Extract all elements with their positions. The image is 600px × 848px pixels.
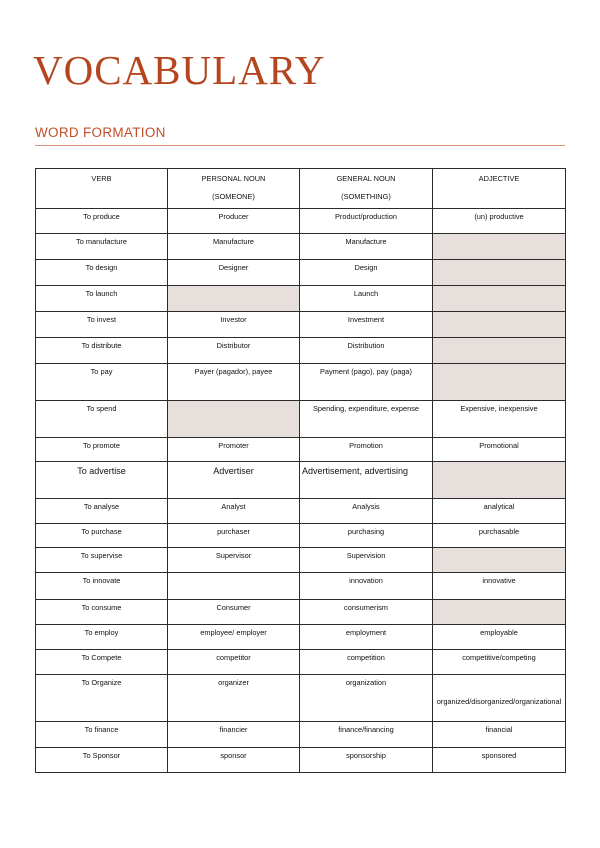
verb-cell: To manufacture [36, 234, 168, 260]
personal-noun-cell: Distributor [168, 338, 300, 364]
personal-noun-cell: organizer [168, 675, 300, 722]
personal-noun-cell: sponsor [168, 748, 300, 773]
table-row [36, 625, 566, 650]
table-row [36, 312, 566, 338]
general-noun-cell: Advertisement, advertising [300, 462, 433, 499]
verb-cell: To Organize [36, 675, 168, 722]
general-noun-cell: purchasing [300, 524, 433, 548]
verb-cell: To promote [36, 438, 168, 462]
table-row [36, 338, 566, 364]
header-personal-noun: PERSONAL NOUN (SOMEONE) [168, 169, 300, 209]
general-noun-cell: Product/production [300, 209, 433, 234]
personal-noun-cell: Investor [168, 312, 300, 338]
adjective-cell: Expensive, inexpensive [433, 401, 566, 438]
adjective-cell: analytical [433, 499, 566, 524]
verb-cell: To employ [36, 625, 168, 650]
table-row [36, 438, 566, 462]
personal-noun-cell: Payer (pagador), payee [168, 364, 300, 401]
general-noun-cell: Payment (pago), pay (paga) [300, 364, 433, 401]
general-noun-cell: Analysis [300, 499, 433, 524]
verb-cell: To consume [36, 600, 168, 625]
table-row [36, 499, 566, 524]
personal-noun-cell-empty [168, 286, 300, 312]
personal-noun-cell: Manufacture [168, 234, 300, 260]
adjective-cell: employable [433, 625, 566, 650]
table-row [36, 286, 566, 312]
general-noun-cell: innovation [300, 573, 433, 600]
adjective-cell: sponsored [433, 748, 566, 773]
header-adjective: ADJECTIVE [433, 169, 566, 209]
verb-cell: To analyse [36, 499, 168, 524]
general-noun-cell: organization [300, 675, 433, 722]
table-row [36, 364, 566, 401]
adjective-cell-empty [433, 364, 566, 401]
adjective-cell-empty [433, 234, 566, 260]
adjective-cell: competitive/competing [433, 650, 566, 675]
header-general-noun: GENERAL NOUN (SOMETHING) [300, 169, 433, 209]
adjective-cell: Promotional [433, 438, 566, 462]
general-noun-cell: Design [300, 260, 433, 286]
header-verb: VERB [36, 169, 168, 209]
table-row [36, 524, 566, 548]
general-noun-cell: Investment [300, 312, 433, 338]
general-noun-cell: Supervision [300, 548, 433, 573]
table-row [36, 748, 566, 773]
personal-noun-cell-empty [168, 401, 300, 438]
personal-noun-cell: purchaser [168, 524, 300, 548]
adjective-cell: organized/disorganized/organizational [433, 675, 566, 722]
adjective-cell-empty [433, 338, 566, 364]
general-noun-cell: Promotion [300, 438, 433, 462]
table-row [36, 675, 566, 722]
table-row [36, 573, 566, 600]
general-noun-cell: consumerism [300, 600, 433, 625]
adjective-cell: financial [433, 722, 566, 748]
verb-cell: To supervise [36, 548, 168, 573]
general-noun-cell: Distribution [300, 338, 433, 364]
table-row [36, 600, 566, 625]
personal-noun-cell [168, 573, 300, 600]
adjective-cell-empty [433, 260, 566, 286]
table-row [36, 209, 566, 234]
adjective-cell: innovative [433, 573, 566, 600]
personal-noun-cell: Advertiser [168, 462, 300, 499]
adjective-cell-empty [433, 286, 566, 312]
table-header-row [36, 169, 566, 209]
adjective-cell-empty [433, 312, 566, 338]
verb-cell: To finance [36, 722, 168, 748]
general-noun-cell: sponsorship [300, 748, 433, 773]
verb-cell: To produce [36, 209, 168, 234]
personal-noun-cell: competitor [168, 650, 300, 675]
general-noun-cell: competition [300, 650, 433, 675]
verb-cell: To advertise [36, 462, 168, 499]
verb-cell: To innovate [36, 573, 168, 600]
verb-cell: To launch [36, 286, 168, 312]
section-divider [35, 145, 565, 146]
personal-noun-cell: Analyst [168, 499, 300, 524]
personal-noun-cell: financier [168, 722, 300, 748]
personal-noun-cell: Promoter [168, 438, 300, 462]
table-row [36, 401, 566, 438]
verb-cell: To Sponsor [36, 748, 168, 773]
verb-cell: To Compete [36, 650, 168, 675]
general-noun-cell: employment [300, 625, 433, 650]
page-title: VOCABULARY [33, 47, 326, 93]
table-row [36, 234, 566, 260]
verb-cell: To invest [36, 312, 168, 338]
personal-noun-cell: Consumer [168, 600, 300, 625]
adjective-cell: purchasable [433, 524, 566, 548]
personal-noun-cell: Designer [168, 260, 300, 286]
verb-cell: To purchase [36, 524, 168, 548]
verb-cell: To design [36, 260, 168, 286]
section-subtitle: WORD FORMATION [35, 125, 166, 140]
general-noun-cell: Spending, expenditure, expense [300, 401, 433, 438]
verb-cell: To spend [36, 401, 168, 438]
adjective-cell-empty [433, 600, 566, 625]
adjective-cell-empty [433, 548, 566, 573]
table-row [36, 722, 566, 748]
verb-cell: To pay [36, 364, 168, 401]
word-formation-table [35, 168, 566, 773]
adjective-cell: (un) productive [433, 209, 566, 234]
table-row [36, 462, 566, 499]
general-noun-cell: Launch [300, 286, 433, 312]
table-row [36, 650, 566, 675]
personal-noun-cell: Producer [168, 209, 300, 234]
adjective-cell-empty [433, 462, 566, 499]
personal-noun-cell: employee/ employer [168, 625, 300, 650]
general-noun-cell: Manufacture [300, 234, 433, 260]
table-row [36, 260, 566, 286]
verb-cell: To distribute [36, 338, 168, 364]
general-noun-cell: finance/financing [300, 722, 433, 748]
table-row [36, 548, 566, 573]
personal-noun-cell: Supervisor [168, 548, 300, 573]
